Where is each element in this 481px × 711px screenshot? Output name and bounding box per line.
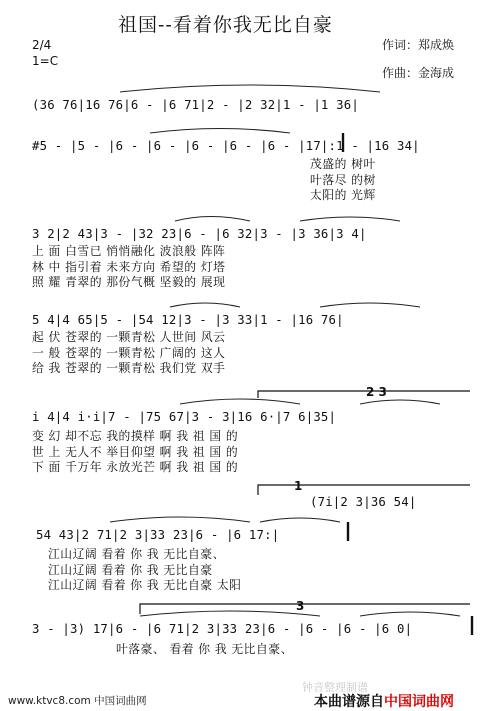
notation-line-4: 5 4|4 65|5 - |54 12|3 - |3 33|1 - |16 76| bbox=[32, 313, 344, 327]
footer-source-brand[interactable]: 中国词曲网 bbox=[384, 694, 454, 710]
notation-line-6: 54 43|2 71|2 3|33 23|6 - |6 17:| bbox=[36, 528, 280, 542]
slur bbox=[320, 303, 420, 307]
notation-line-2: #5 - |5 - |6 - |6 - |6 - |6 - |6 - |17|:1 - |16 34| bbox=[32, 139, 420, 153]
volta-2-3-label: 2 3 bbox=[366, 385, 387, 399]
watermark: 钟音整理制谱 bbox=[302, 681, 368, 694]
composer-credit: 作曲：金海成 bbox=[382, 66, 455, 80]
slur bbox=[175, 217, 250, 222]
lyric-line: 叶落尽 的树 bbox=[310, 172, 376, 187]
lyric-line: 江山辽阔 看着 你 我 无比自豪 bbox=[48, 562, 213, 577]
footer-site-link[interactable]: www.ktvc8.com 中国词曲网 bbox=[8, 695, 147, 707]
lyric-line: 茂盛的 树叶 bbox=[310, 157, 376, 171]
lyricist-credit: 作词：郑成焕 bbox=[382, 38, 455, 52]
lyric-line: 给 我 苍翠的 一颗青松 我们党 双手 bbox=[32, 361, 226, 375]
notation-line-7: 3 - |3) 17|6 - |6 71|2 3|33 23|6 - |6 - |6 - |6 0| bbox=[32, 622, 413, 636]
lyric-line: 叶落豪、 看着 你 我 无比自豪、 bbox=[116, 642, 293, 656]
lyric-line: 太阳的 光辉 bbox=[310, 188, 376, 202]
lyric-line: 世 上 无人不 举目仰望 啊 我 祖 国 的 bbox=[32, 444, 239, 459]
footer-source bbox=[314, 691, 454, 711]
song-title: 祖国--看着你我无比自豪 bbox=[118, 14, 333, 36]
notation-line-5: i 4|4 i·i|7 - |75 67|3 - 3|16 6·|7 6|35| bbox=[32, 410, 337, 424]
slur bbox=[120, 85, 380, 92]
notation-line-1: (36 76|16 76|6 - |6 71|2 - |2 32|1 - |1 36| bbox=[32, 98, 359, 112]
slur bbox=[170, 303, 240, 307]
key-signature: 1=C bbox=[32, 54, 59, 68]
lyric-line: 变 幻 却不忘 我的摸样 啊 我 祖 国 的 bbox=[32, 429, 239, 443]
time-signature: 2/4 bbox=[32, 38, 52, 52]
slur bbox=[110, 517, 250, 522]
volta-1-label: 1 bbox=[294, 479, 303, 493]
slur bbox=[140, 611, 320, 616]
lyric-line: 上 面 白雪已 悄悄融化 波浪般 阵阵 bbox=[32, 244, 226, 258]
slur bbox=[150, 129, 290, 134]
lyric-line: 江山辽阔 看着 你 我 无比自豪 太阳 bbox=[48, 578, 242, 592]
lyric-line: 一 般 苍翠的 一颗青松 广阔的 这人 bbox=[32, 345, 226, 360]
slur bbox=[180, 399, 300, 404]
slur bbox=[360, 612, 460, 616]
volta-3-label: 3 bbox=[296, 599, 305, 613]
slur bbox=[300, 217, 400, 221]
footer-source-label: 本曲谱源自 bbox=[314, 694, 384, 710]
notation-line-3: 3 2|2 43|3 - |32 23|6 - |6 32|3 - |3 36|3 4| bbox=[32, 227, 367, 241]
volta-bracket-1 bbox=[258, 485, 470, 495]
volta-bracket-2-3 bbox=[258, 391, 470, 398]
slur bbox=[260, 518, 340, 522]
lyric-line: 林 中 指引着 未来方向 希望的 灯塔 bbox=[32, 259, 226, 274]
slur bbox=[360, 400, 440, 404]
lyric-line: 江山辽阔 看着 你 我 无比自豪、 bbox=[48, 547, 225, 561]
lyric-line: 照 耀 青翠的 那份气概 坚毅的 展现 bbox=[32, 275, 226, 289]
lyric-line: 起 伏 苍翠的 一颗青松 人世间 风云 bbox=[32, 330, 226, 344]
lyric-line: 下 面 千万年 永放光芒 啊 我 祖 国 的 bbox=[32, 460, 239, 474]
first-ending-notation: (7i|2 3|36 54| bbox=[310, 495, 417, 509]
